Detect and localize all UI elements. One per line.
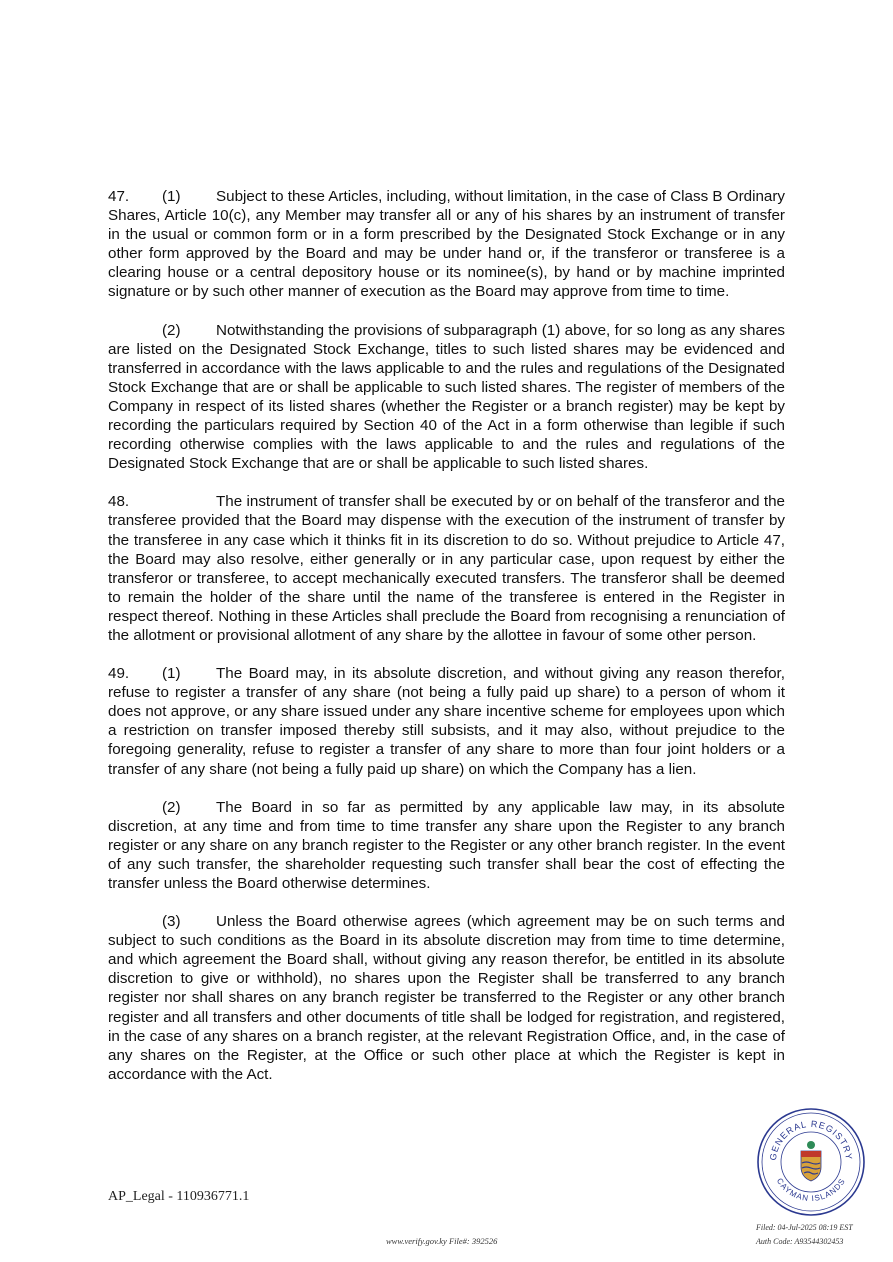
auth-code: Auth Code: A93544302453: [756, 1237, 844, 1246]
article-49-3: [108, 912, 785, 1084]
paragraph-text: The Board in so far as permitted by any applicable law may, in its absolute discretion, at any time and from time to time transfer any share upon the Register to any branch register or any share on any branch register to the Register or any other branch register. In the event of any such transfer, the shareholder requesting such transfer shall bear the cost of effecting the transfer unless the Board otherwise determines.: [108, 798, 785, 892]
article-number: 48.: [108, 493, 130, 511]
article-number: 47.: [108, 188, 130, 205]
filed-date: Filed: 04-Jul-2025 08:19 EST: [756, 1223, 853, 1232]
document-reference: AP_Legal - 110936771.1: [108, 1189, 250, 1204]
article-number: 49.: [108, 665, 130, 683]
article-48: [108, 492, 785, 645]
subparagraph-number: (1): [162, 188, 181, 205]
verify-file-number: www.verify.gov.ky File#: 392526: [386, 1236, 498, 1246]
article-47-2: [108, 321, 785, 474]
paragraph-text: Subject to these Articles, including, without limitation, in the case of Class B Ordinary Shares, Article 10(c), any Member may transfer all or any of his shares by an instrument of transfer in the usual or common form or in a form prescribed by the Designated Stock Exchange or in any other form approved by the Board and may be under hand or, if the transferor or transferee is a clearing house or a central depository house or its nominee(s), by hand or by machine imprinted signature or by such other manner of execution as the Board may approve from time to time.: [108, 188, 785, 301]
subparagraph-number: (3): [162, 913, 181, 931]
paragraph-text: Unless the Board otherwise agrees (which agreement may be on such terms and subject to such conditions as the Board in its absolute discretion may from time to time determine, and which agreement the Board shall, without giving any reason therefor, be entitled in its absolute discretion to give or withhold), no shares upon the Register shall be transferred to any branch register nor shall shares on any branch register be transferred to the Register or any other branch register and all transfers and other documents of title shall be lodged for registration, and registered, in the case of any shares on a branch register, at the relevant Registration Office, and, in the case of any shares on the Register, at the Office or such other place at which the Register is kept in accordance with the Act.: [108, 913, 785, 1083]
paragraph-text: The Board may, in its absolute discretion, and without giving any reason therefor, refuse to register a transfer of any share (not being a fully paid up share) to a person of whom it does not approve, or any share issued under any share incentive scheme for employees upon which a restriction on transfer imposed thereby still subsists, and it may also, without prejudice to the foregoing generality, refuse to register a transfer of any share to more than four joint holders or a transfer of any share (not being a fully paid up share) on which the Company has a lien.: [108, 665, 785, 778]
article-49-2: [108, 798, 785, 893]
general-registry-seal-icon: [756, 1107, 866, 1217]
seal-top-text: GENERAL REGISTRY: [767, 1118, 855, 1161]
subparagraph-number: (2): [162, 798, 181, 816]
paragraph-text: The instrument of transfer shall be executed by or on behalf of the transferor and the transferee provided that the Board may dispense with the execution of the instrument of transfer by the transferee in any case which it thinks fit in its discretion to do so. Without prejudice to Article 47, the Board may also resolve, either generally or in any particular case, upon request by either the transferor or transferee, to accept mechanically executed transfers. The transferor shall be deemed to remain the holder of the share until the name of the transferee is entered in the Register in respect thereof. Nothing in these Articles shall preclude the Board from recognising a renunciation of the allotment or provisional allotment of any share by the allottee in favour of some other person.: [108, 493, 785, 644]
document-body: [108, 187, 785, 1103]
article-49-1: [108, 664, 785, 779]
article-47-1: [108, 187, 785, 302]
filing-stamp: [756, 1221, 853, 1249]
paragraph-text: Notwithstanding the provisions of subparagraph (1) above, for so long as any shares are listed on the Designated Stock Exchange, titles to such listed shares may be evidenced and transferred in accordance with the laws applicable to and the rules and regulations of the Designated Stock Exchange that are or shall be applicable to such listed shares. The register of members of the Company in respect of its listed shares (whether the Register or a branch register) may be kept by recording the particulars required by Section 40 of the Act in a form otherwise than legible if such recording otherwise complies with the laws applicable to and the rules and regulations of the Designated Stock Exchange that are or shall be applicable to such listed shares.: [108, 321, 785, 473]
subparagraph-number: (2): [162, 321, 181, 339]
subparagraph-number: (1): [162, 665, 181, 683]
seal-bottom-text: CAYMAN ISLANDS: [774, 1176, 848, 1204]
